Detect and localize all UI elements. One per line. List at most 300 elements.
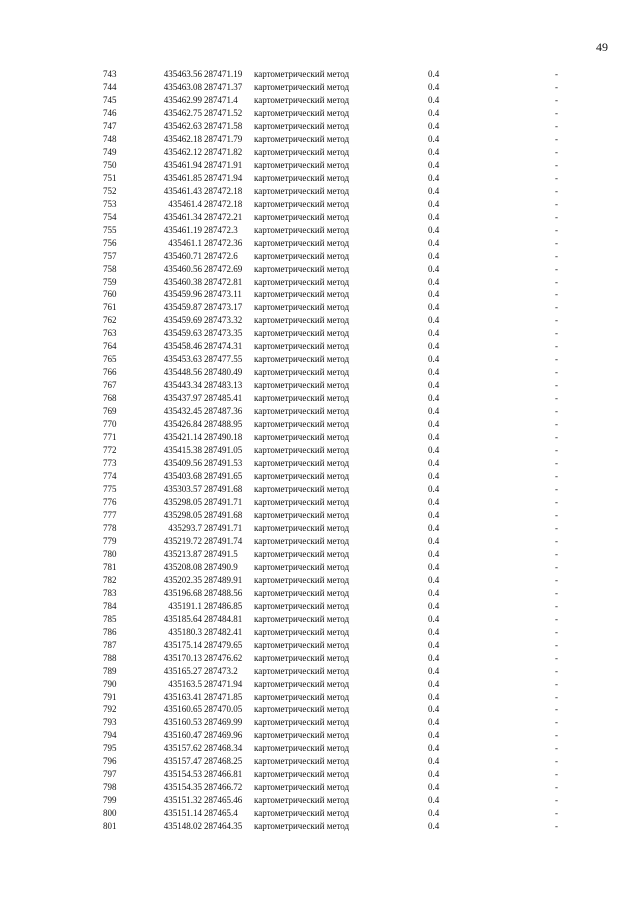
dash: - xyxy=(555,159,558,170)
table-row xyxy=(0,509,640,522)
coordinate-x: 435461.94 xyxy=(163,159,202,170)
point-number: 750 xyxy=(103,159,117,170)
coordinate-x: 435421.14 xyxy=(163,432,202,443)
dash: - xyxy=(555,691,558,702)
method: картометрический метод xyxy=(254,561,350,572)
table-row xyxy=(0,172,640,185)
coordinate-x: 435151.32 xyxy=(163,795,202,806)
dash: - xyxy=(555,185,558,196)
table-row xyxy=(0,535,640,548)
table-row xyxy=(0,626,640,639)
coordinate-x: 435202.35 xyxy=(163,574,202,585)
point-number: 788 xyxy=(103,652,117,663)
dash: - xyxy=(555,69,558,79)
table-row xyxy=(0,457,640,470)
method: картометрический метод xyxy=(254,81,350,92)
accuracy: 0.4 xyxy=(428,600,440,611)
coordinate-y: 287472.36 xyxy=(204,237,243,248)
point-number: 760 xyxy=(103,289,117,300)
dash: - xyxy=(555,237,558,248)
method: картометрический метод xyxy=(254,172,350,183)
point-number: 785 xyxy=(103,613,117,624)
coordinate-x: 435175.14 xyxy=(163,639,202,650)
point-number: 769 xyxy=(103,406,117,417)
coordinate-x: 435443.34 xyxy=(163,380,202,391)
dash: - xyxy=(555,561,558,572)
point-number: 768 xyxy=(103,393,117,404)
coordinate-x: 435460.71 xyxy=(163,250,202,261)
accuracy: 0.4 xyxy=(428,613,440,624)
method: картометрический метод xyxy=(254,717,350,728)
coordinate-y: 287491.53 xyxy=(204,458,243,469)
point-number: 754 xyxy=(103,211,117,222)
point-number: 747 xyxy=(103,120,117,131)
method: картометрический метод xyxy=(254,211,350,222)
point-number: 797 xyxy=(103,769,117,780)
method: картометрический метод xyxy=(254,769,350,780)
table-row xyxy=(0,159,640,172)
table-row xyxy=(0,742,640,755)
method: картометрический метод xyxy=(254,237,350,248)
dash: - xyxy=(555,276,558,287)
coordinate-x: 435462.99 xyxy=(163,94,202,105)
coordinate-x: 435432.45 xyxy=(163,406,202,417)
coordinate-y: 287472.21 xyxy=(204,211,243,222)
coordinate-y: 287473.11 xyxy=(204,289,242,300)
point-number: 787 xyxy=(103,639,117,650)
accuracy: 0.4 xyxy=(428,185,440,196)
point-number: 756 xyxy=(103,237,117,248)
accuracy: 0.4 xyxy=(428,315,440,326)
accuracy: 0.4 xyxy=(428,237,440,248)
coordinate-y: 287465.4 xyxy=(204,808,238,819)
dash: - xyxy=(555,315,558,326)
method: картометрический метод xyxy=(254,730,350,741)
point-number: 773 xyxy=(103,458,117,469)
method: картометрический метод xyxy=(254,133,350,144)
accuracy: 0.4 xyxy=(428,795,440,806)
coordinate-y: 287471.94 xyxy=(204,172,243,183)
table-row xyxy=(0,340,640,353)
coordinate-y: 287472.18 xyxy=(204,198,243,209)
coordinate-x: 435219.72 xyxy=(163,535,202,546)
table-row xyxy=(0,807,640,820)
accuracy: 0.4 xyxy=(428,380,440,391)
table-row xyxy=(0,353,640,366)
accuracy: 0.4 xyxy=(428,445,440,456)
method: картометрический метод xyxy=(254,471,350,482)
dash: - xyxy=(555,600,558,611)
point-number: 800 xyxy=(103,808,117,819)
coordinate-y: 287491.68 xyxy=(204,509,243,520)
dash: - xyxy=(555,730,558,741)
table-row xyxy=(0,211,640,224)
point-number: 764 xyxy=(103,341,117,352)
table-row xyxy=(0,198,640,211)
method: картометрический метод xyxy=(254,782,350,793)
coordinate-x: 435160.65 xyxy=(163,704,202,715)
method: картометрический метод xyxy=(254,341,350,352)
coordinate-y: 287471.91 xyxy=(204,159,243,170)
dash: - xyxy=(555,613,558,624)
dash: - xyxy=(555,626,558,637)
accuracy: 0.4 xyxy=(428,587,440,598)
coordinate-y: 287480.49 xyxy=(204,367,243,378)
point-number: 744 xyxy=(103,81,117,92)
method: картометрический метод xyxy=(254,159,350,170)
coordinate-y: 287471.79 xyxy=(204,133,243,144)
coordinate-y: 287484.81 xyxy=(204,613,243,624)
method: картометрический метод xyxy=(254,756,350,767)
method: картометрический метод xyxy=(254,509,350,520)
dash: - xyxy=(555,432,558,443)
table-row xyxy=(0,716,640,729)
dash: - xyxy=(555,445,558,456)
coordinate-x: 435148.02 xyxy=(163,821,202,832)
table-row xyxy=(0,794,640,807)
accuracy: 0.4 xyxy=(428,81,440,92)
coordinate-y: 287491.71 xyxy=(204,522,243,533)
accuracy: 0.4 xyxy=(428,354,440,365)
method: картометрический метод xyxy=(254,328,350,339)
dash: - xyxy=(555,172,558,183)
accuracy: 0.4 xyxy=(428,626,440,637)
point-number: 794 xyxy=(103,730,117,741)
point-number: 790 xyxy=(103,678,117,689)
point-number: 749 xyxy=(103,146,117,157)
accuracy: 0.4 xyxy=(428,769,440,780)
coordinate-y: 287466.72 xyxy=(204,782,243,793)
accuracy: 0.4 xyxy=(428,69,440,79)
coordinate-y: 287488.95 xyxy=(204,419,243,430)
coordinate-y: 287473.2 xyxy=(204,665,238,676)
coordinate-y: 287483.13 xyxy=(204,380,243,391)
point-number: 793 xyxy=(103,717,117,728)
coordinate-x: 435459.69 xyxy=(163,315,202,326)
accuracy: 0.4 xyxy=(428,574,440,585)
accuracy: 0.4 xyxy=(428,94,440,105)
table-row xyxy=(0,81,640,94)
method: картометрический метод xyxy=(254,484,350,494)
dash: - xyxy=(555,496,558,507)
table-row xyxy=(0,639,640,652)
coordinate-y: 287474.31 xyxy=(204,341,243,352)
point-number: 791 xyxy=(103,691,117,702)
point-number: 778 xyxy=(103,522,117,533)
accuracy: 0.4 xyxy=(428,432,440,443)
coordinate-y: 287489.91 xyxy=(204,574,243,585)
point-number: 748 xyxy=(103,133,117,144)
table-row xyxy=(0,496,640,509)
method: картометрический метод xyxy=(254,276,350,287)
method: картометрический метод xyxy=(254,704,350,715)
method: картометрический метод xyxy=(254,224,350,235)
method: картометрический метод xyxy=(254,69,350,79)
coordinate-x: 435462.63 xyxy=(163,120,202,131)
method: картометрический метод xyxy=(254,250,350,261)
accuracy: 0.4 xyxy=(428,302,440,313)
coordinate-y: 287473.17 xyxy=(204,302,243,313)
dash: - xyxy=(555,354,558,365)
table-row xyxy=(0,678,640,691)
method: картометрический метод xyxy=(254,185,350,196)
coordinate-y: 287471.82 xyxy=(204,146,243,157)
accuracy: 0.4 xyxy=(428,548,440,559)
method: картометрический метод xyxy=(254,613,350,624)
point-number: 757 xyxy=(103,250,117,261)
coordinate-x: 435461.19 xyxy=(163,224,202,235)
coordinate-x: 435460.38 xyxy=(163,276,202,287)
point-number: 782 xyxy=(103,574,117,585)
dash: - xyxy=(555,821,558,832)
point-number: 770 xyxy=(103,419,117,430)
point-number: 758 xyxy=(103,263,117,274)
dash: - xyxy=(555,548,558,559)
coordinate-x: 435459.87 xyxy=(163,302,202,313)
coordinate-y: 287471.85 xyxy=(204,691,243,702)
table-row xyxy=(0,276,640,289)
coordinate-x: 435180.3 xyxy=(168,626,202,637)
coordinate-y: 287486.85 xyxy=(204,600,243,611)
dash: - xyxy=(555,81,558,92)
accuracy: 0.4 xyxy=(428,146,440,157)
coordinate-x: 435191.1 xyxy=(168,600,202,611)
method: картометрический метод xyxy=(254,107,350,118)
coordinate-x: 435461.4 xyxy=(168,198,202,209)
table-row xyxy=(0,94,640,107)
point-number: 781 xyxy=(103,561,117,572)
page-number: 49 xyxy=(596,40,608,54)
dash: - xyxy=(555,250,558,261)
coordinate-x: 435154.35 xyxy=(163,782,202,793)
coordinate-x: 435213.87 xyxy=(163,548,202,559)
coordinate-y: 287466.81 xyxy=(204,769,243,780)
point-number: 798 xyxy=(103,782,117,793)
coordinate-x: 435462.18 xyxy=(163,133,202,144)
point-number: 783 xyxy=(103,587,117,598)
table-row xyxy=(0,755,640,768)
table-row xyxy=(0,587,640,600)
accuracy: 0.4 xyxy=(428,458,440,469)
coordinate-x: 435409.56 xyxy=(163,458,202,469)
dash: - xyxy=(555,587,558,598)
accuracy: 0.4 xyxy=(428,341,440,352)
table-row xyxy=(0,133,640,146)
point-number: 772 xyxy=(103,445,117,456)
coordinate-y: 287477.55 xyxy=(204,354,243,365)
coordinate-y: 287471.4 xyxy=(204,94,238,105)
table-row xyxy=(0,548,640,561)
coordinate-y: 287471.19 xyxy=(204,69,243,79)
coordinate-y: 287472.18 xyxy=(204,185,243,196)
coordinate-y: 287491.05 xyxy=(204,445,243,456)
coordinate-x: 435298.05 xyxy=(163,496,202,507)
coordinate-x: 435170.13 xyxy=(163,652,202,663)
dash: - xyxy=(555,782,558,793)
table-row xyxy=(0,781,640,794)
table-row xyxy=(0,600,640,613)
accuracy: 0.4 xyxy=(428,406,440,417)
accuracy: 0.4 xyxy=(428,639,440,650)
accuracy: 0.4 xyxy=(428,665,440,676)
coordinate-x: 435165.27 xyxy=(163,665,202,676)
method: картометрический метод xyxy=(254,393,350,404)
point-number: 745 xyxy=(103,94,117,105)
table-row xyxy=(0,431,640,444)
table-row xyxy=(0,237,640,250)
coordinate-y: 287472.69 xyxy=(204,263,243,274)
accuracy: 0.4 xyxy=(428,276,440,287)
accuracy: 0.4 xyxy=(428,172,440,183)
table-row xyxy=(0,301,640,314)
method: картометрический метод xyxy=(254,432,350,443)
method: картометрический метод xyxy=(254,289,350,300)
accuracy: 0.4 xyxy=(428,393,440,404)
method: картометрический метод xyxy=(254,315,350,326)
coordinate-x: 435463.08 xyxy=(163,81,202,92)
coordinate-y: 287468.25 xyxy=(204,756,243,767)
coordinate-x: 435459.96 xyxy=(163,289,202,300)
coordinate-y: 287469.99 xyxy=(204,717,243,728)
coordinate-x: 435163.5 xyxy=(168,678,202,689)
dash: - xyxy=(555,198,558,209)
dash: - xyxy=(555,211,558,222)
method: картометрический метод xyxy=(254,380,350,391)
coordinate-y: 287476.62 xyxy=(204,652,243,663)
table-row xyxy=(0,224,640,237)
method: картометрический метод xyxy=(254,94,350,105)
accuracy: 0.4 xyxy=(428,367,440,378)
table-row xyxy=(0,405,640,418)
table-row xyxy=(0,146,640,159)
coordinate-y: 287491.5 xyxy=(204,548,238,559)
coordinate-y: 287479.65 xyxy=(204,639,243,650)
method: картометрический метод xyxy=(254,821,350,832)
coordinate-y: 287491.74 xyxy=(204,535,243,546)
coordinate-y: 287472.3 xyxy=(204,224,238,235)
coordinate-y: 287487.36 xyxy=(204,406,243,417)
coordinate-x: 435462.75 xyxy=(163,107,202,118)
point-number: 786 xyxy=(103,626,117,637)
table-row xyxy=(0,768,640,781)
table-row xyxy=(0,522,640,535)
accuracy: 0.4 xyxy=(428,120,440,131)
coordinate-x: 435461.85 xyxy=(163,172,202,183)
method: картометрический метод xyxy=(254,458,350,469)
table-row xyxy=(0,263,640,276)
dash: - xyxy=(555,704,558,715)
coordinate-x: 435458.46 xyxy=(163,341,202,352)
method: картометрический метод xyxy=(254,808,350,819)
coordinate-x: 435160.47 xyxy=(163,730,202,741)
dash: - xyxy=(555,535,558,546)
coordinate-x: 435415.38 xyxy=(163,445,202,456)
coordinate-x: 435157.62 xyxy=(163,743,202,754)
coordinate-x: 435462.12 xyxy=(163,146,202,157)
coordinate-y: 287465.46 xyxy=(204,795,243,806)
table-row xyxy=(0,444,640,457)
accuracy: 0.4 xyxy=(428,224,440,235)
method: картометрический метод xyxy=(254,639,350,650)
dash: - xyxy=(555,289,558,300)
accuracy: 0.4 xyxy=(428,471,440,482)
point-number: 771 xyxy=(103,432,117,443)
dash: - xyxy=(555,328,558,339)
coordinate-x: 435461.34 xyxy=(163,211,202,222)
method: картометрический метод xyxy=(254,652,350,663)
table-row xyxy=(0,314,640,327)
point-number: 792 xyxy=(103,704,117,715)
coordinate-y: 287471.94 xyxy=(204,678,243,689)
dash: - xyxy=(555,94,558,105)
coordinate-y: 287471.58 xyxy=(204,120,243,131)
coordinate-y: 287473.35 xyxy=(204,328,243,339)
table-row xyxy=(0,574,640,587)
accuracy: 0.4 xyxy=(428,522,440,533)
dash: - xyxy=(555,471,558,482)
table-row xyxy=(0,703,640,716)
method: картометрический метод xyxy=(254,146,350,157)
dash: - xyxy=(555,795,558,806)
dash: - xyxy=(555,263,558,274)
dash: - xyxy=(555,419,558,430)
coordinate-y: 287490.9 xyxy=(204,561,238,572)
accuracy: 0.4 xyxy=(428,678,440,689)
coordinate-x: 435196.68 xyxy=(163,587,202,598)
dash: - xyxy=(555,574,558,585)
table-row xyxy=(0,418,640,431)
dash: - xyxy=(555,808,558,819)
method: картометрический метод xyxy=(254,548,350,559)
coordinate-y: 287468.34 xyxy=(204,743,243,754)
coordinate-y: 287485.41 xyxy=(204,393,243,404)
dash: - xyxy=(555,509,558,520)
accuracy: 0.4 xyxy=(428,756,440,767)
table-row xyxy=(0,691,640,704)
point-number: 759 xyxy=(103,276,117,287)
coordinate-y: 287471.52 xyxy=(204,107,243,118)
accuracy: 0.4 xyxy=(428,704,440,715)
coordinate-y: 287464.35 xyxy=(204,821,243,832)
coordinate-x: 435460.56 xyxy=(163,263,202,274)
method: картометрический метод xyxy=(254,691,350,702)
table-row xyxy=(0,68,640,81)
point-number: 753 xyxy=(103,198,117,209)
method: картометрический метод xyxy=(254,574,350,585)
coordinate-y: 287469.96 xyxy=(204,730,243,741)
accuracy: 0.4 xyxy=(428,328,440,339)
coordinate-y: 287470.05 xyxy=(204,704,243,715)
accuracy: 0.4 xyxy=(428,561,440,572)
dash: - xyxy=(555,107,558,118)
method: картометрический метод xyxy=(254,496,350,507)
accuracy: 0.4 xyxy=(428,107,440,118)
table-row xyxy=(0,288,640,301)
point-number: 777 xyxy=(103,509,117,520)
method: картометрический метод xyxy=(254,587,350,598)
method: картометрический метод xyxy=(254,665,350,676)
accuracy: 0.4 xyxy=(428,263,440,274)
coordinate-x: 435461.1 xyxy=(168,237,202,248)
dash: - xyxy=(555,639,558,650)
coordinate-x: 435208.08 xyxy=(163,561,202,572)
method: картометрический метод xyxy=(254,120,350,131)
method: картометрический метод xyxy=(254,354,350,365)
point-number: 765 xyxy=(103,354,117,365)
point-number: 775 xyxy=(103,484,117,494)
point-number: 763 xyxy=(103,328,117,339)
accuracy: 0.4 xyxy=(428,808,440,819)
